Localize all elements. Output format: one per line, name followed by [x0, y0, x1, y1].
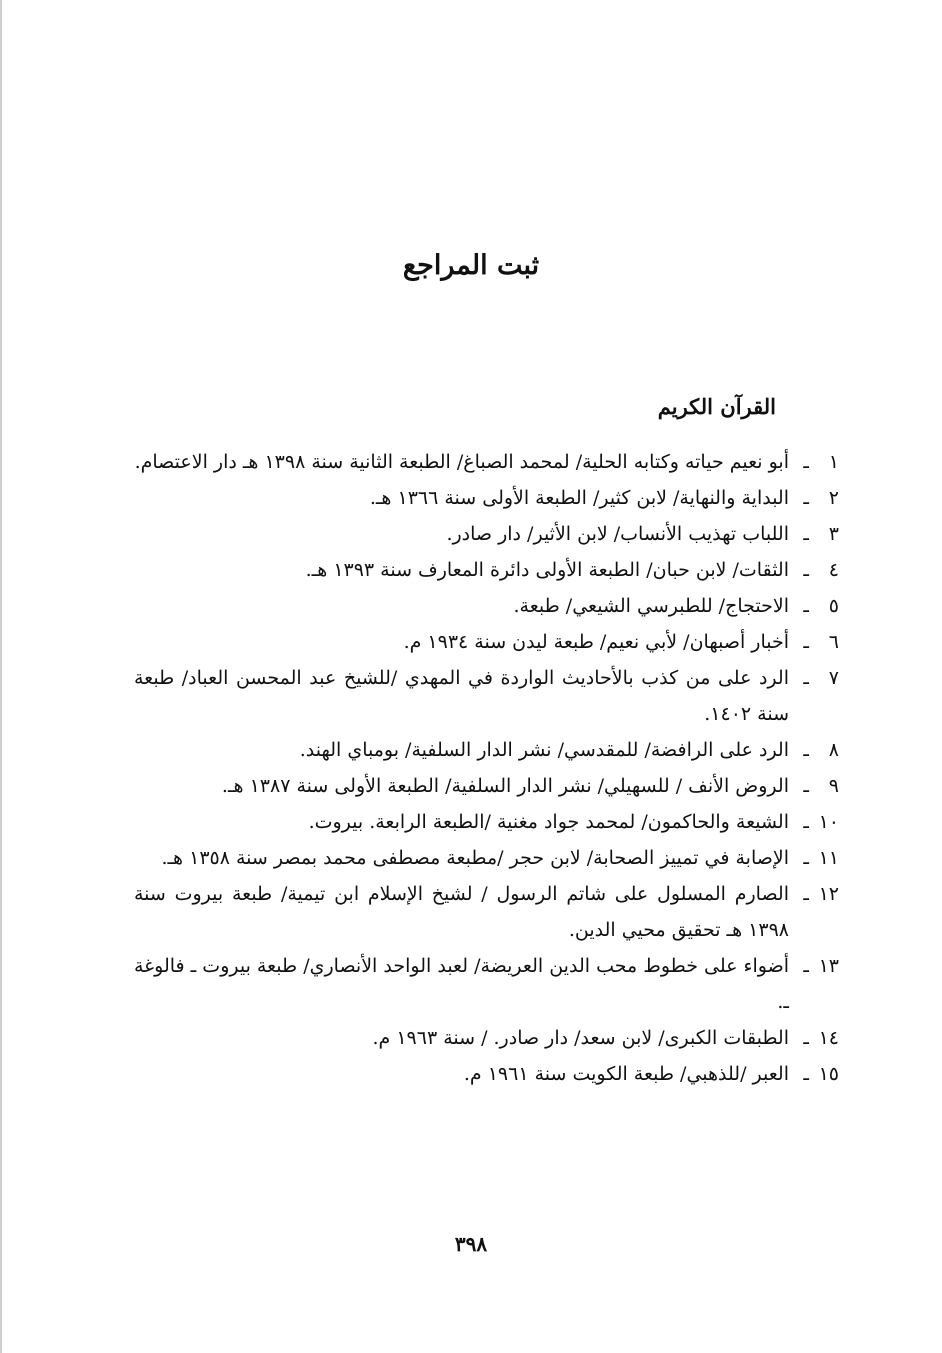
reference-item	[134, 516, 839, 552]
reference-item	[134, 1020, 839, 1056]
page-edge	[0, 0, 2, 1353]
reference-item	[134, 444, 839, 480]
reference-item	[134, 480, 839, 516]
reference-text: أضواء على خطوط محب الدين العريضة/ لعبد الواحد الأنصاري/ طبعة بيروت ـ فالوغة ـ.	[134, 955, 789, 1013]
reference-dash: ـ	[803, 451, 809, 473]
reference-text: العبر /للذهبي/ طبعة الكويت سنة ١٩٦١ م.	[463, 1063, 789, 1085]
reference-dash: ـ	[803, 739, 809, 761]
reference-number: ١٥	[818, 1063, 839, 1085]
page-title: ثبت المراجع	[402, 250, 540, 281]
reference-number: ٦	[828, 631, 839, 653]
reference-number: ١٣	[818, 955, 839, 977]
reference-dash: ـ	[803, 631, 809, 653]
reference-item	[134, 1056, 839, 1092]
reference-dash: ـ	[803, 811, 809, 833]
reference-number: ١٤	[818, 1027, 839, 1049]
reference-number: ٤	[828, 559, 839, 581]
reference-dash: ـ	[803, 955, 809, 977]
reference-number: ١٠	[818, 811, 839, 833]
reference-text: البداية والنهاية/ لابن كثير/ الطبعة الأولى سنة ١٣٦٦ هـ.	[369, 487, 789, 509]
reference-item	[134, 768, 839, 804]
reference-item	[134, 552, 839, 588]
reference-number: ١١	[818, 847, 839, 869]
reference-item	[134, 732, 839, 768]
reference-dash: ـ	[803, 667, 809, 689]
reference-number: ٨	[828, 739, 839, 761]
reference-number: ٣	[828, 523, 839, 545]
reference-list	[134, 444, 839, 1092]
reference-item	[134, 588, 839, 624]
reference-number: ١	[828, 451, 839, 473]
reference-dash: ـ	[803, 883, 809, 905]
reference-number: ٧	[828, 667, 839, 689]
reference-text: الشيعة والحاكمون/ لمحمد جواد مغنية /الطبعة الرابعة. بيروت.	[308, 811, 789, 833]
reference-dash: ـ	[803, 847, 809, 869]
reference-dash: ـ	[803, 1063, 809, 1085]
reference-dash: ـ	[803, 595, 809, 617]
reference-number: ١٢	[818, 883, 839, 905]
reference-item	[134, 876, 839, 948]
reference-text: أخبار أصبهان/ لأبي نعيم/ طبعة ليدن سنة ١٩٣٤ م.	[403, 631, 789, 653]
reference-dash: ـ	[803, 523, 809, 545]
reference-number: ٩	[828, 775, 839, 797]
reference-item	[134, 948, 839, 1020]
reference-item	[134, 624, 839, 660]
reference-number: ٥	[828, 595, 839, 617]
reference-text: الاحتجاج/ للطبرسي الشيعي/ طبعة.	[513, 595, 789, 617]
reference-item	[134, 804, 839, 840]
page-number: ٣٩٨	[454, 1232, 488, 1256]
reference-dash: ـ	[803, 775, 809, 797]
reference-text: الثقات/ لابن حبان/ الطبعة الأولى دائرة المعارف سنة ١٣٩٣ هـ.	[305, 559, 789, 581]
reference-text: اللباب تهذيب الأنساب/ لابن الأثير/ دار صادر.	[446, 523, 789, 545]
section-heading: القرآن الكريم	[657, 394, 776, 419]
reference-text: الروض الأنف / للسهيلي/ نشر الدار السلفية/ الطبعة الأولى سنة ١٣٨٧ هـ.	[221, 775, 789, 797]
reference-text: الرد على الرافضة/ للمقدسي/ نشر الدار السلفية/ بومباي الهند.	[299, 739, 789, 761]
reference-item	[134, 840, 839, 876]
reference-dash: ـ	[803, 559, 809, 581]
reference-text: الصارم المسلول على شاتم الرسول / لشيخ الإسلام ابن تيمية/ طبعة بيروت سنة ١٣٩٨ هـ تحقيق محيي الدين.	[134, 883, 789, 941]
reference-dash: ـ	[803, 1027, 809, 1049]
reference-dash: ـ	[803, 487, 809, 509]
reference-number: ٢	[828, 487, 839, 509]
reference-item	[134, 660, 839, 732]
reference-text: الرد على من كذب بالأحاديث الواردة في المهدي /للشيخ عبد المحسن العباد/ طبعة سنة ١٤٠٢.	[134, 667, 789, 725]
reference-text: الإصابة في تمييز الصحابة/ لابن حجر /مطبعة مصطفى محمد بمصر سنة ١٣٥٨ هـ.	[161, 847, 789, 869]
reference-text: الطبقات الكبرى/ لابن سعد/ دار صادر. / سنة ١٩٦٣ م.	[372, 1027, 789, 1049]
reference-text: أبو نعيم حياته وكتابه الحلية/ لمحمد الصباغ/ الطبعة الثانية سنة ١٣٩٨ هـ دار الاعتصام.	[134, 451, 789, 473]
